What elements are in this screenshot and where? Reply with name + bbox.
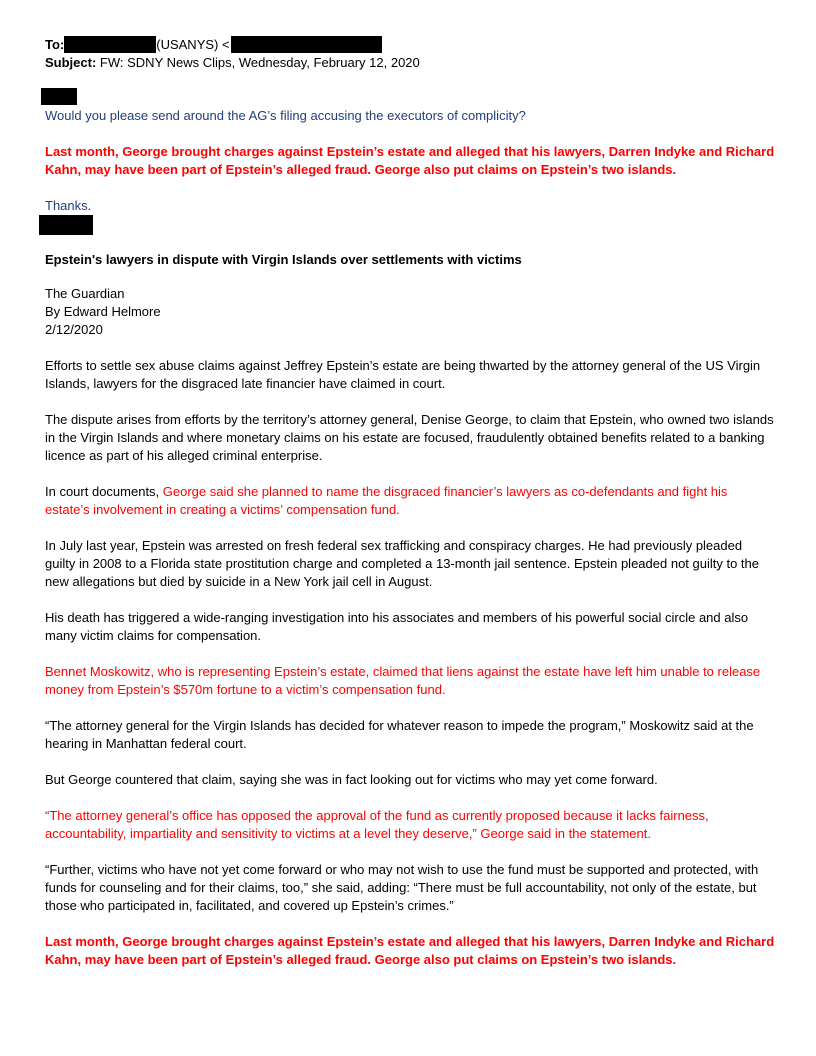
article-source: The Guardian xyxy=(45,286,125,301)
article-paragraph-3 xyxy=(45,483,775,519)
email-thanks: Thanks. xyxy=(45,198,92,213)
article-paragraph-5: His death has triggered a wide-ranging investigation into his associates and members of his powerful social circle and also many victim claims for compensation. xyxy=(45,610,749,643)
article-headline: Epstein's lawyers in dispute with Virgin Islands over settlements with victims xyxy=(45,252,522,267)
redaction-signature xyxy=(39,215,93,235)
redaction-to-name xyxy=(64,36,156,53)
article-paragraph-7: “The attorney general for the Virgin Islands has decided for whatever reason to impede the program,” Moskowitz said at the hearing in Manhattan federal court. xyxy=(45,718,754,751)
article-paragraph-4: In July last year, Epstein was arrested on fresh federal sex trafficking and conspiracy charges. He had previously pleaded guilty in 2008 to a Florida state prostitution charge and completed a 13-month jail sentence. Epstein pleaded not guilty to the new allegations but died by suicide in a New York jail cell in August. xyxy=(45,538,760,589)
email-quoted-highlight: Last month, George brought charges against Epstein’s estate and alleged that his lawyers, Darren Indyke and Richard Kahn, may have been part of Epstein’s alleged fraud. George also put claims on Epstein’s two islands. xyxy=(45,144,775,177)
to-mid-text: (USANYS) < xyxy=(156,37,230,52)
subject-label: Subject: xyxy=(45,55,97,70)
to-label: To: xyxy=(45,37,65,52)
article-paragraph-8: But George countered that claim, saying she was in fact looking out for victims who may yet come forward. xyxy=(45,772,658,787)
subject-line xyxy=(45,54,420,72)
subject-value: FW: SDNY News Clips, Wednesday, February 12, 2020 xyxy=(99,55,420,70)
article-paragraph-2: The dispute arises from efforts by the territory’s attorney general, Denise George, to claim that Epstein, who owned two islands in the Virgin Islands and where monetary claims on his estate are focused, fraudulently obtained benefits related to a banking licence as part of his alleged criminal enterprise. xyxy=(45,412,774,463)
article-paragraph-3-highlight: George said she planned to name the disgraced financier’s lawyers as co-defendants and fight his estate’s involvement in creating a victims’ compensation fund. xyxy=(45,484,728,517)
article-paragraph-3-prefix: In court documents, xyxy=(45,484,163,499)
redaction-greeting xyxy=(41,88,77,105)
article-date: 2/12/2020 xyxy=(45,322,103,337)
article-paragraph-6: Bennet Moskowitz, who is representing Epstein’s estate, claimed that liens against the estate have left him unable to release money from Epstein’s $570m fortune to a victim’s compensation fund. xyxy=(45,664,761,697)
article-paragraph-10: “Further, victims who have not yet come forward or who may not wish to use the fund must be supported and protected, with funds for counseling and for their claims, too,” she said, adding: “There must be full accountability, not only of the estate, but those who participated in, facilitated, and covered up Epstein’s crimes.” xyxy=(45,862,759,913)
article-paragraph-1: Efforts to settle sex abuse claims against Jeffrey Epstein’s estate are being thwarted by the attorney general of the US Virgin Islands, lawyers for the disgraced late financier have claimed in court. xyxy=(45,358,761,391)
redaction-to-email xyxy=(231,36,382,53)
to-line xyxy=(45,36,382,54)
article-byline: By Edward Helmore xyxy=(45,304,161,319)
article-paragraph-11: Last month, George brought charges against Epstein’s estate and alleged that his lawyers, Darren Indyke and Richard Kahn, may have been part of Epstein’s alleged fraud. George also put claims on Epstein’s two islands. xyxy=(45,934,775,967)
article-paragraph-9: “The attorney general’s office has opposed the approval of the fund as currently proposed because it lacks fairness, accountability, impartiality and sensitivity to victims at a level they deserve,” George said in the statement. xyxy=(45,808,709,841)
email-request: Would you please send around the AG’s filing accusing the executors of complicity? xyxy=(45,108,526,123)
